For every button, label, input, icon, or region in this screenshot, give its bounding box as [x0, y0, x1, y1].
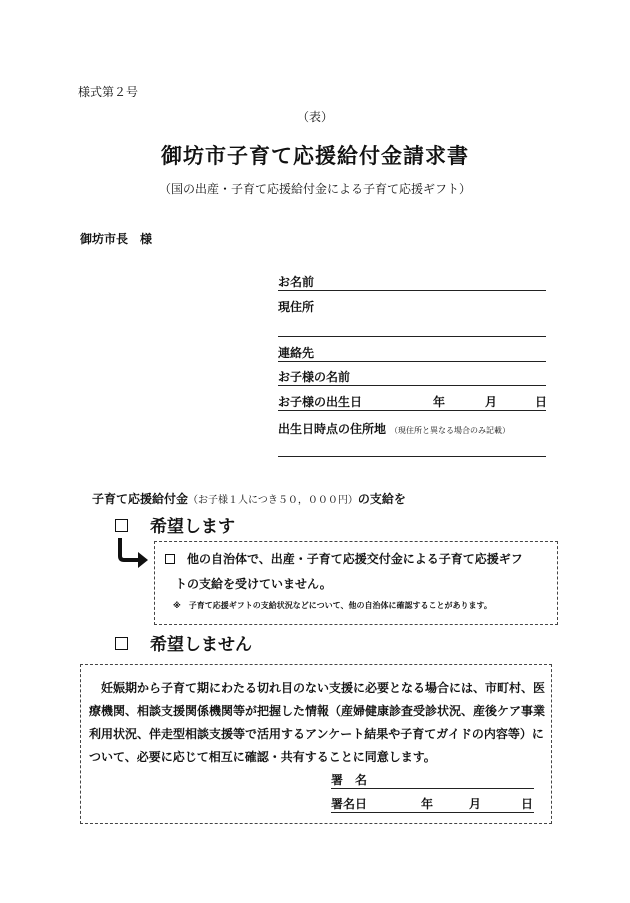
consent-box: [80, 664, 552, 824]
day-label: 日: [535, 395, 548, 409]
page-title: 御坊市子育て応援給付金請求書: [161, 144, 469, 168]
address-label: 現住所: [278, 300, 315, 314]
signature-date-label: 署名日: [331, 797, 368, 811]
option-yes-label: 希望します: [150, 517, 235, 537]
option-no-label: 希望しません: [150, 635, 252, 655]
option-no[interactable]: [115, 630, 252, 655]
payment-amount-note: （お子様１人につき５０，０００円）: [188, 495, 358, 506]
contact-label: 連絡先: [278, 346, 315, 360]
payment-statement: 子育て応援給付金（お子様１人につき５０，０００円）の支給を: [92, 492, 406, 506]
contact-field[interactable]: [278, 344, 546, 362]
other-municipality-line1[interactable]: 他の自治体で、出産・子育て応援交付金による子育て応援ギフ: [165, 550, 523, 567]
side-label: （表）: [296, 110, 333, 124]
arrow-down-right-icon: [114, 536, 152, 570]
checkbox-yes[interactable]: [115, 519, 128, 532]
caution-note: ※ 子育て応援ギフトの支給状況などについて、他の自治体に確認することがあります。: [173, 601, 492, 610]
name-field[interactable]: [278, 273, 546, 291]
other-municipality-line2: トの支給を受けていません。: [175, 577, 332, 591]
checkbox-other-municipality[interactable]: [165, 554, 175, 564]
signature-date-field[interactable]: [331, 795, 534, 813]
addressee: 御坊市長 様: [80, 232, 153, 246]
sig-year-label: 年: [421, 797, 434, 811]
sig-month-label: 月: [469, 797, 482, 811]
other-municipality-box: [154, 541, 558, 625]
form-number: 様式第２号: [78, 85, 139, 99]
address-field[interactable]: [278, 336, 546, 337]
consent-text: 妊娠期から子育て期にわたる切れ目のない支援に必要となる場合には、市町村、医療機関、相談支援関係機関等が把握した情報（産婦健康診査受診状況、産後ケア事業利用状況、伴走型相談支援等で活用するアンケート結果や子育てガイドの内容等）について、必要に応じて相互に確認・共有することに同意します。: [89, 681, 546, 764]
page-subtitle: （国の出産・子育て応援給付金による子育て応援ギフト）: [158, 182, 471, 196]
birth-address-note: （現住所と異なる場合のみ記載）: [390, 426, 511, 435]
child-name-label: お子様の名前: [278, 370, 351, 384]
child-birth-date-field[interactable]: [278, 393, 546, 411]
checkbox-no[interactable]: [115, 637, 128, 650]
signature-field[interactable]: [331, 771, 534, 789]
sig-day-label: 日: [521, 797, 534, 811]
year-label: 年: [433, 395, 446, 409]
signature-label: 署 名: [331, 773, 368, 787]
birth-address-label: 出生日時点の住所地 （現住所と異なる場合のみ記載）: [278, 422, 511, 436]
name-label: お名前: [278, 275, 315, 289]
child-name-field[interactable]: [278, 368, 546, 386]
month-label: 月: [485, 395, 498, 409]
child-birth-label: お子様の出生日: [278, 395, 363, 409]
option-yes[interactable]: [115, 512, 235, 537]
birth-address-field[interactable]: [278, 456, 546, 457]
